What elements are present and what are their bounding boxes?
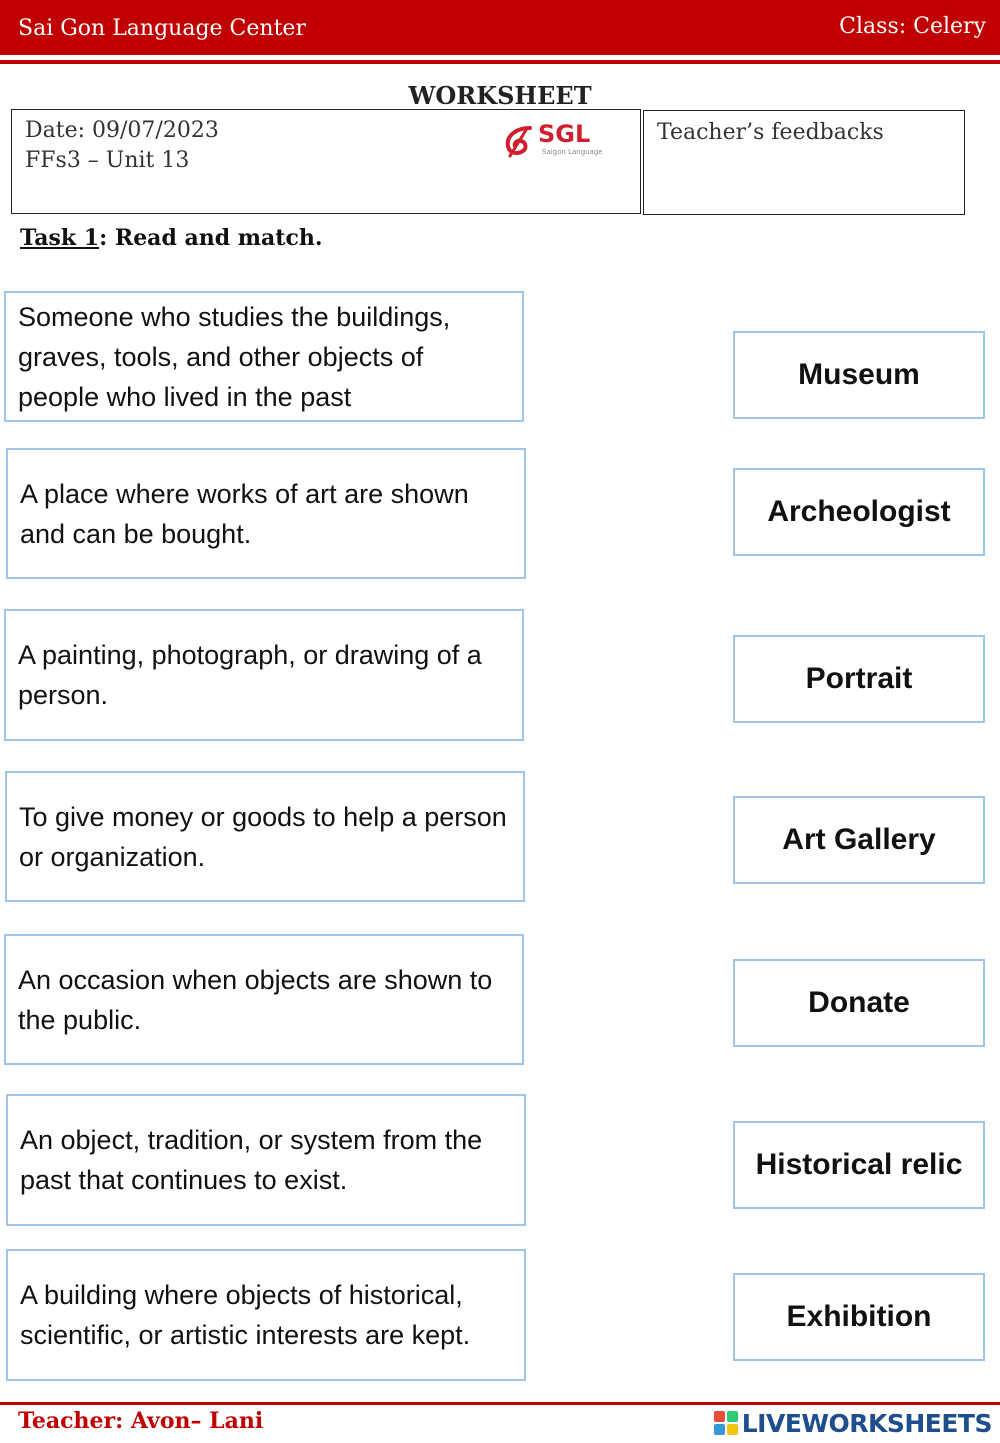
definition-box[interactable] bbox=[4, 934, 524, 1065]
feedback-label: Teacher’s feedbacks bbox=[657, 120, 884, 145]
word-box-donate[interactable]: Donate bbox=[733, 959, 985, 1047]
word-box-archeologist[interactable]: Archeologist bbox=[733, 468, 985, 556]
header-bar bbox=[0, 0, 1000, 55]
definition-box[interactable] bbox=[6, 1094, 526, 1226]
definition-text: An occasion when objects are shown to the public. bbox=[18, 964, 493, 1035]
sgl-swirl-icon bbox=[500, 122, 540, 162]
word-box-historical-relic[interactable]: Historical relic bbox=[733, 1121, 985, 1209]
date-label: Date: 09/07/2023 bbox=[25, 118, 219, 143]
definition-box[interactable] bbox=[4, 291, 524, 422]
class-label: Class: Celery bbox=[839, 14, 986, 39]
center-name: Sai Gon Language Center bbox=[18, 16, 306, 41]
definition-box[interactable] bbox=[6, 448, 526, 579]
definition-text: A painting, photograph, or drawing of a person. bbox=[18, 640, 482, 710]
task-number: Task 1 bbox=[20, 225, 100, 251]
logo-subtext: Saigon Language bbox=[542, 148, 603, 156]
definition-text: An object, tradition, or system from the past that continues to exist. bbox=[20, 1125, 483, 1195]
liveworksheets-logo-text: LIVEWORKSHEETS bbox=[741, 1408, 992, 1438]
word-box-exhibition[interactable]: Exhibition bbox=[733, 1273, 985, 1361]
definition-box[interactable] bbox=[4, 609, 524, 741]
definition-box[interactable] bbox=[6, 1249, 526, 1381]
word-box-portrait[interactable]: Portrait bbox=[733, 635, 985, 723]
sgl-logo bbox=[500, 122, 610, 162]
definition-text: A building where objects of historical, scientific, or artistic interests are kept. bbox=[20, 1280, 471, 1350]
unit-label: FFs3 – Unit 13 bbox=[25, 148, 190, 173]
word-box-art-gallery[interactable]: Art Gallery bbox=[733, 796, 985, 884]
worksheet-title: WORKSHEET bbox=[408, 81, 592, 110]
definition-text: Someone who studies the buildings, graves, tools, and other objects of people who lived in the past bbox=[18, 301, 451, 412]
word-box-museum[interactable]: Museum bbox=[733, 331, 985, 419]
definition-text: To give money or goods to help a person or organization. bbox=[19, 801, 507, 872]
definition-text: A place where works of art are shown and can be bought. bbox=[20, 478, 469, 549]
liveworksheets-brand[interactable] bbox=[714, 1406, 992, 1440]
task-instruction: : Read and match. bbox=[99, 225, 323, 251]
footer-divider bbox=[0, 1402, 1000, 1405]
logo-text: SGL bbox=[538, 120, 591, 148]
liveworksheets-grid-icon bbox=[714, 1411, 738, 1435]
header-divider bbox=[0, 60, 1000, 64]
teacher-feedback-box bbox=[643, 110, 965, 215]
task-title bbox=[20, 225, 323, 251]
definition-box[interactable] bbox=[5, 771, 525, 902]
teacher-name: Teacher: Avon– Lani bbox=[18, 1408, 264, 1434]
info-box bbox=[11, 109, 641, 214]
